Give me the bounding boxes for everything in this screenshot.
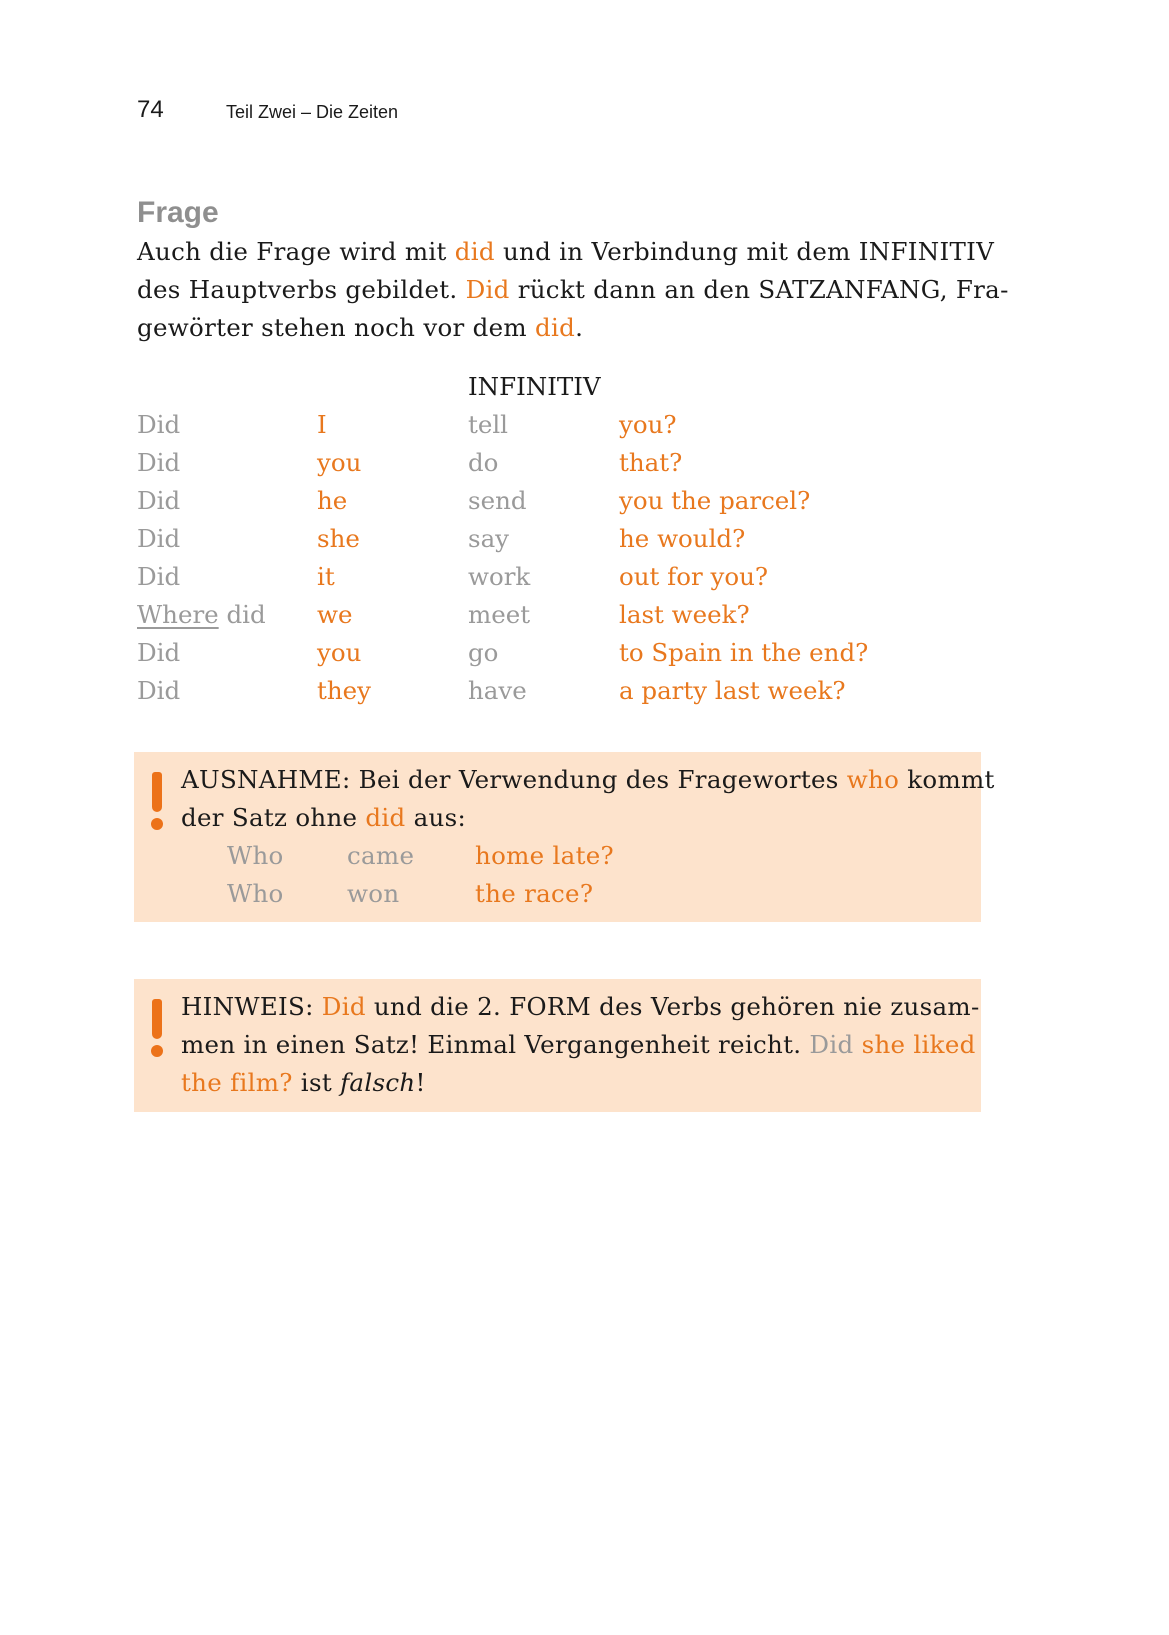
text-line <box>137 309 981 347</box>
text-segment: AUSNAHME: Bei der Verwendung des Fragewortes <box>181 765 847 794</box>
text-segment: aus: <box>405 803 467 832</box>
aux-cell: Did <box>137 486 181 515</box>
highlighted-word: Did <box>465 275 510 304</box>
subject-cell: Who <box>227 879 284 908</box>
text-segment: des Hauptverbs gebildet. <box>137 275 466 304</box>
aux-cell: Did <box>137 676 181 705</box>
infinitiv-header: INFINITIV <box>468 372 601 401</box>
subject-cell: Who <box>227 841 284 870</box>
rest-cell: out for you? <box>619 562 768 591</box>
example-row <box>181 837 966 875</box>
text-segment: kommt <box>899 765 995 794</box>
aux-cell: Did <box>137 562 181 591</box>
rest-cell: last week? <box>619 600 750 629</box>
subject-cell: we <box>317 600 353 629</box>
example-row <box>181 875 966 913</box>
text-line <box>181 988 980 1026</box>
text-segment: der Satz ohne <box>181 803 366 832</box>
text-line <box>181 799 966 837</box>
verb-cell: say <box>468 524 510 553</box>
aux-cell: Did <box>137 448 181 477</box>
highlighted-word: she liked <box>853 1030 976 1059</box>
rest-cell: you the parcel? <box>619 486 811 515</box>
hint-box <box>134 979 981 1112</box>
verb-cell: do <box>468 448 499 477</box>
verb-cell: work <box>468 562 531 591</box>
subject-cell: they <box>317 676 371 705</box>
aux-cell <box>137 596 266 634</box>
exception-lines <box>181 761 995 837</box>
rest-cell: to Spain in the end? <box>619 638 869 667</box>
subject-cell: you <box>317 448 362 477</box>
verb-cell: meet <box>468 600 531 629</box>
text-segment: men in einen Satz! Einmal Vergangenheit reicht. <box>181 1030 810 1059</box>
question-word: Where <box>137 600 219 629</box>
text-segment: ! <box>415 1068 426 1097</box>
highlighted-word: who <box>846 765 900 794</box>
rest-cell: he would? <box>619 524 746 553</box>
aux-cell: Did <box>137 524 181 553</box>
subject-cell: he <box>317 486 348 515</box>
verb-cell: won <box>347 879 400 908</box>
highlighted-word: did <box>454 237 495 266</box>
exception-box <box>134 752 995 922</box>
highlighted-word: did <box>535 313 576 342</box>
text-segment: Did <box>809 1030 854 1059</box>
highlighted-word: Did <box>321 992 366 1021</box>
rest-cell: a party last week? <box>619 676 846 705</box>
verb-cell: have <box>468 676 527 705</box>
verb-cell: came <box>347 841 415 870</box>
rest-cell: you? <box>619 410 677 439</box>
subject-cell: I <box>317 410 327 439</box>
text-line <box>137 271 1009 309</box>
aux-cell: Did <box>137 638 181 667</box>
verb-cell: send <box>468 486 527 515</box>
aux-cell: Did <box>137 410 181 439</box>
running-title: Teil Zwei – Die Zeiten <box>226 102 399 122</box>
verb-cell: tell <box>468 410 509 439</box>
section-title: Frage <box>137 196 219 229</box>
verb-cell: go <box>468 638 499 667</box>
text-segment: und die 2. FORM des Verbs gehören nie zusam- <box>365 992 980 1021</box>
rest-cell: that? <box>619 448 683 477</box>
text-line <box>181 1064 966 1102</box>
subject-cell: she <box>317 524 360 553</box>
intro-paragraph <box>137 233 1009 347</box>
text-segment: Auch die Frage wird mit <box>137 237 455 266</box>
page-number: 74 <box>137 96 164 123</box>
text-line <box>181 761 995 799</box>
exception-examples <box>181 837 966 913</box>
hint-lines <box>181 988 980 1102</box>
text-segment: gewörter stehen noch vor dem <box>137 313 536 342</box>
highlighted-word: the film? <box>181 1068 293 1097</box>
rest-cell: the race? <box>475 879 594 908</box>
text-segment: HINWEIS: <box>181 992 322 1021</box>
text-segment: falsch <box>340 1068 416 1097</box>
text-segment: ist <box>292 1068 341 1097</box>
text-line <box>181 1026 976 1064</box>
subject-cell: you <box>317 638 362 667</box>
exception-text <box>181 761 995 913</box>
text-segment: . <box>575 313 584 342</box>
text-segment: rückt dann an den SATZANFANG, Fra- <box>509 275 1009 304</box>
subject-cell: it <box>317 562 335 591</box>
text-segment: und in Verbindung mit dem INFINITIV <box>494 237 995 266</box>
rest-cell: home late? <box>475 841 614 870</box>
highlighted-word: did <box>365 803 406 832</box>
text-line <box>137 233 995 271</box>
hint-text <box>181 988 980 1102</box>
aux-word: did <box>226 600 266 629</box>
